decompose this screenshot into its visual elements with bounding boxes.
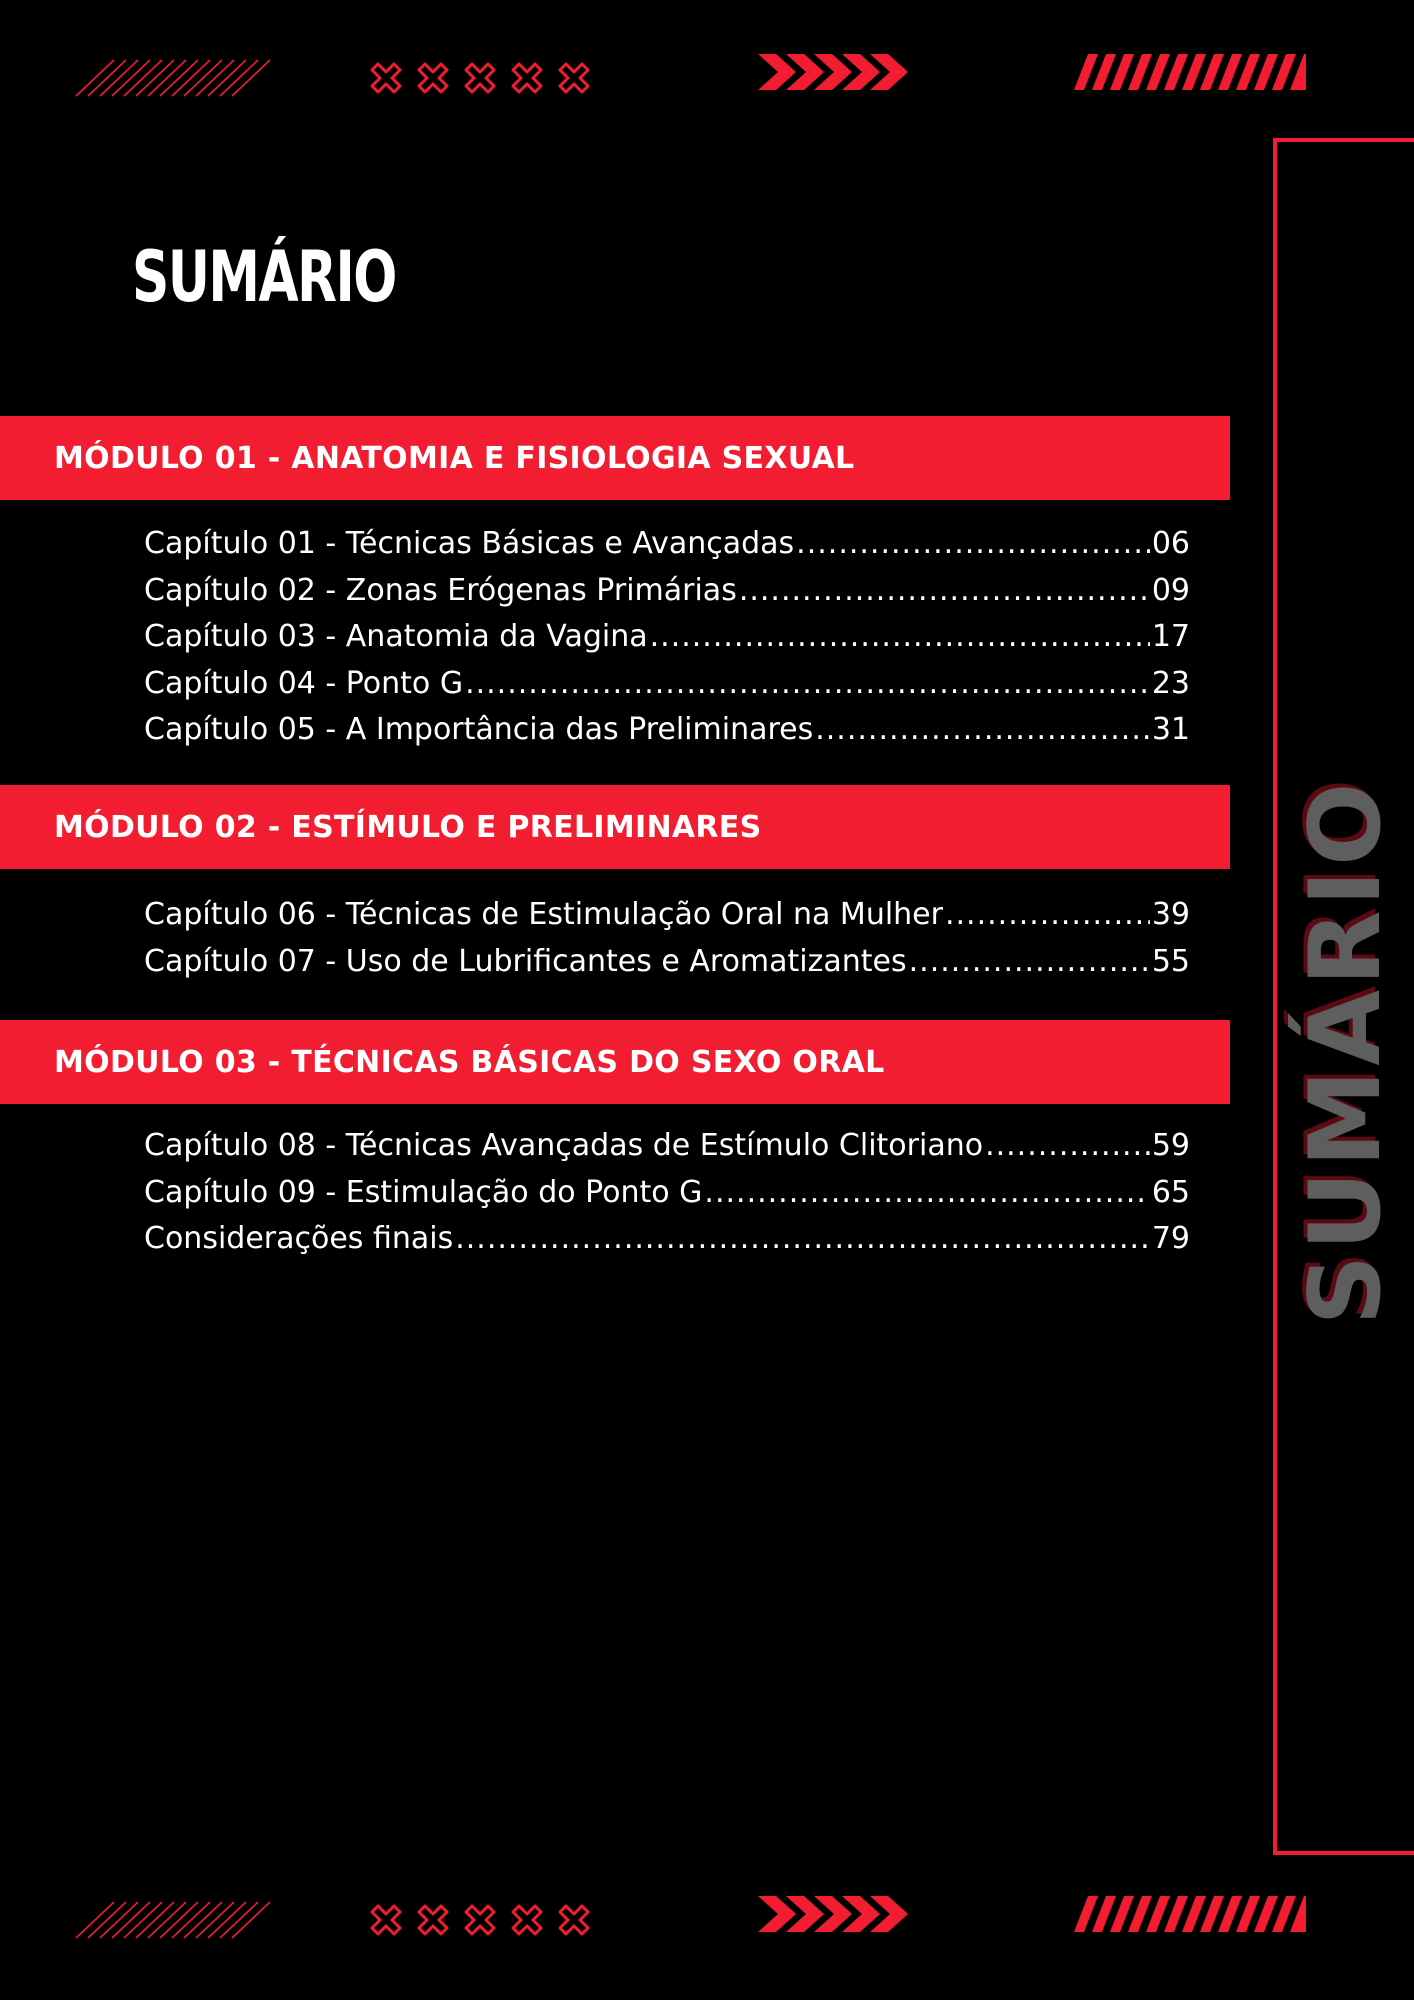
- x-marks-icon: [364, 48, 600, 100]
- toc-entry[interactable]: [144, 944, 1190, 991]
- module-header: [0, 1020, 1230, 1104]
- chapter-title: Capítulo 03 - Anatomia da Vagina: [144, 619, 648, 654]
- chapter-list: [144, 526, 1190, 759]
- chapter-title: Considerações finais: [144, 1221, 454, 1256]
- chapter-title: Capítulo 04 - Ponto G: [144, 665, 464, 701]
- page-number: 39: [1151, 897, 1190, 932]
- page-number: 17: [1151, 619, 1190, 654]
- dot-leader: [796, 526, 1150, 561]
- module-header: [0, 416, 1230, 500]
- dot-leader: [465, 666, 1150, 701]
- diagonal-lines-icon: [74, 1890, 274, 1942]
- toc-entry[interactable]: [144, 1128, 1190, 1175]
- page-number: 55: [1151, 943, 1190, 979]
- page-number: 23: [1151, 665, 1190, 701]
- bottom-decoration: [0, 1890, 1414, 1950]
- chapter-title: Capítulo 01 - Técnicas Básicas e Avançadas: [144, 526, 795, 561]
- module-title: MÓDULO 02 - ESTÍMULO E PRELIMINARES: [54, 809, 762, 845]
- page-title: SUMÁRIO: [132, 236, 396, 318]
- module-title: MÓDULO 03 - TÉCNICAS BÁSICAS DO SEXO ORAL: [54, 1044, 885, 1080]
- dot-leader: [945, 897, 1150, 932]
- top-decoration: [0, 48, 1414, 108]
- toc-entry[interactable]: [144, 526, 1190, 573]
- dot-leader: [704, 1175, 1149, 1210]
- stripes-icon: [1074, 48, 1310, 100]
- toc-entry[interactable]: [144, 1175, 1190, 1222]
- page-number: 65: [1151, 1174, 1190, 1210]
- module-header: [0, 785, 1230, 869]
- dot-leader: [909, 944, 1150, 979]
- dot-leader: [739, 573, 1150, 608]
- chevrons-icon: [756, 1890, 916, 1942]
- page-number: 79: [1151, 1221, 1190, 1256]
- dot-leader: [650, 619, 1150, 654]
- chapter-title: Capítulo 05 - A Importância das Preliminares: [144, 712, 814, 747]
- page-number: 06: [1151, 526, 1190, 561]
- module-title: MÓDULO 01 - ANATOMIA E FISIOLOGIA SEXUAL: [54, 440, 855, 476]
- dot-leader: [815, 712, 1150, 747]
- side-label: SUMÁRIO: [1289, 778, 1403, 1326]
- chapter-title: Capítulo 09 - Estimulação do Ponto G: [144, 1174, 703, 1210]
- diagonal-lines-icon: [74, 48, 274, 100]
- toc-entry[interactable]: [144, 1221, 1190, 1268]
- toc-entry[interactable]: [144, 573, 1190, 620]
- page-number: 31: [1151, 712, 1190, 747]
- chapter-title: Capítulo 08 - Técnicas Avançadas de Estímulo Clitoriano: [144, 1128, 984, 1163]
- toc-entry[interactable]: [144, 619, 1190, 666]
- stripes-icon: [1074, 1890, 1310, 1942]
- toc-entry[interactable]: [144, 666, 1190, 713]
- page-number: 09: [1151, 572, 1190, 608]
- dot-leader: [985, 1128, 1150, 1163]
- page-number: 59: [1151, 1128, 1190, 1163]
- chapter-list: [144, 1128, 1190, 1268]
- dot-leader: [455, 1221, 1150, 1256]
- x-marks-icon: [364, 1890, 600, 1942]
- chapter-title: Capítulo 07 - Uso de Lubrificantes e Aromatizantes: [144, 943, 907, 979]
- toc-entry[interactable]: [144, 712, 1190, 759]
- chapter-title: Capítulo 02 - Zonas Erógenas Primárias: [144, 572, 737, 608]
- toc-entry[interactable]: [144, 897, 1190, 944]
- chevrons-icon: [756, 48, 916, 100]
- chapter-list: [144, 897, 1190, 990]
- chapter-title: Capítulo 06 - Técnicas de Estimulação Oral na Mulher: [144, 897, 943, 932]
